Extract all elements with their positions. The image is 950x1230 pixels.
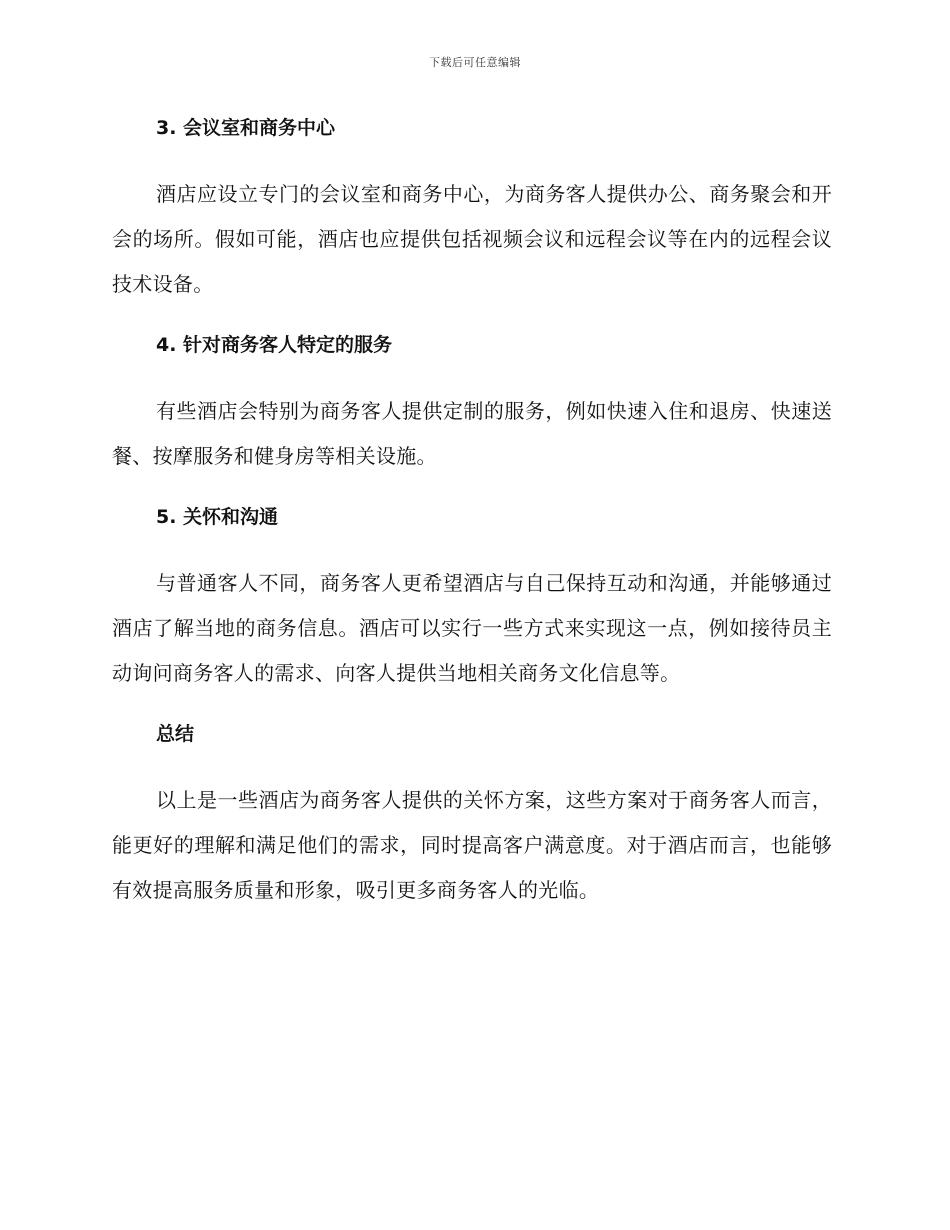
document-body: [112, 110, 832, 933]
section-heading-summary: 总结: [156, 723, 195, 745]
section-heading-meeting-rooms: 3. 会议室和商务中心: [156, 117, 336, 139]
section-heading-special-services: 4. 针对商务客人特定的服务: [156, 334, 393, 356]
section-paragraph-special-services: 有些酒店会特别为商务客人提供定制的服务，例如快速入住和退房、快速送餐、按摩服务和健身房等相关设施。: [112, 399, 832, 468]
header-note: 下载后可任意编辑: [429, 56, 521, 69]
section-paragraph-summary: 以上是一些酒店为商务客人提供的关怀方案，这些方案对于商务客人而言，能更好的理解和满足他们的需求，同时提高客户满意度。对于酒店而言，也能够有效提高服务质量和形象，吸引更多商务客人的光临。: [112, 788, 832, 902]
section-heading-care-communication: 5. 关怀和沟通: [156, 506, 279, 528]
section-paragraph-care-communication: 与普通客人不同，商务客人更希望酒店与自己保持互动和沟通，并能够通过酒店了解当地的商务信息。酒店可以实行一些方式来实现这一点，例如接待员主动询问商务客人的需求、向客人提供当地相关商务文化信息等。: [112, 571, 832, 685]
section-paragraph-meeting-rooms: 酒店应设立专门的会议室和商务中心，为商务客人提供办公、商务聚会和开会的场所。假如可能，酒店也应提供包括视频会议和远程会议等在内的远程会议技术设备。: [112, 182, 832, 296]
